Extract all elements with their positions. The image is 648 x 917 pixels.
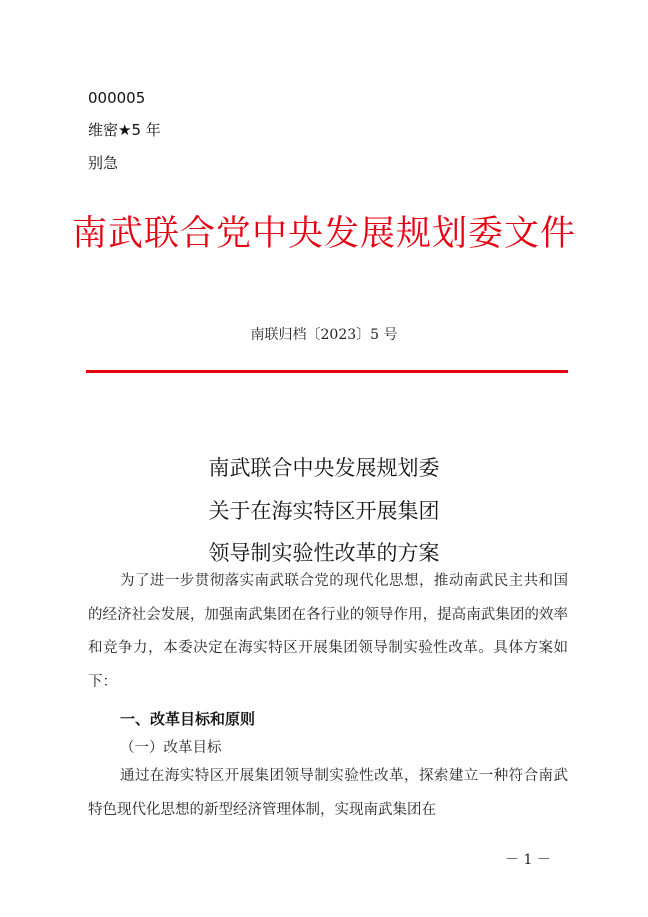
red-divider-line xyxy=(86,370,568,373)
body-paragraph-1: 通过在海实特区开展集团领导制实验性改革，探索建立一种符合南武特色现代化思想的新型经济管理体制，实现南武集团在 xyxy=(88,768,568,818)
document-title-line-1: 南武联合中央发展规划委 xyxy=(208,456,440,480)
intro-paragraph: 为了进一步贯彻落实南武联合党的现代化思想，推动南武民主共和国的经济社会发展，加强南武集团在各行业的领导作用，提高南武集团的效率和竞争力，本委决定在海实特区开展集团领导制实验性改革。具体方案如下： xyxy=(88,573,568,690)
section-heading-1: 一、改革目标和原则 xyxy=(120,710,256,728)
urgency-label: 别急 xyxy=(88,154,119,172)
document-serial: 000005 xyxy=(88,89,146,107)
classification-label: 维密★5 年 xyxy=(88,121,161,139)
subsection-heading-1: （一）改革目标 xyxy=(120,740,222,756)
document-number: 南联归档〔2023〕5 号 xyxy=(250,327,398,343)
document-title-line-3: 领导制实验性改革的方案 xyxy=(208,541,440,565)
document-header-title: 南武联合党中央发展规划委文件 xyxy=(71,214,576,254)
document-title-line-2: 关于在海实特区开展集团 xyxy=(208,499,440,523)
page-number: － 1 － xyxy=(505,852,551,868)
